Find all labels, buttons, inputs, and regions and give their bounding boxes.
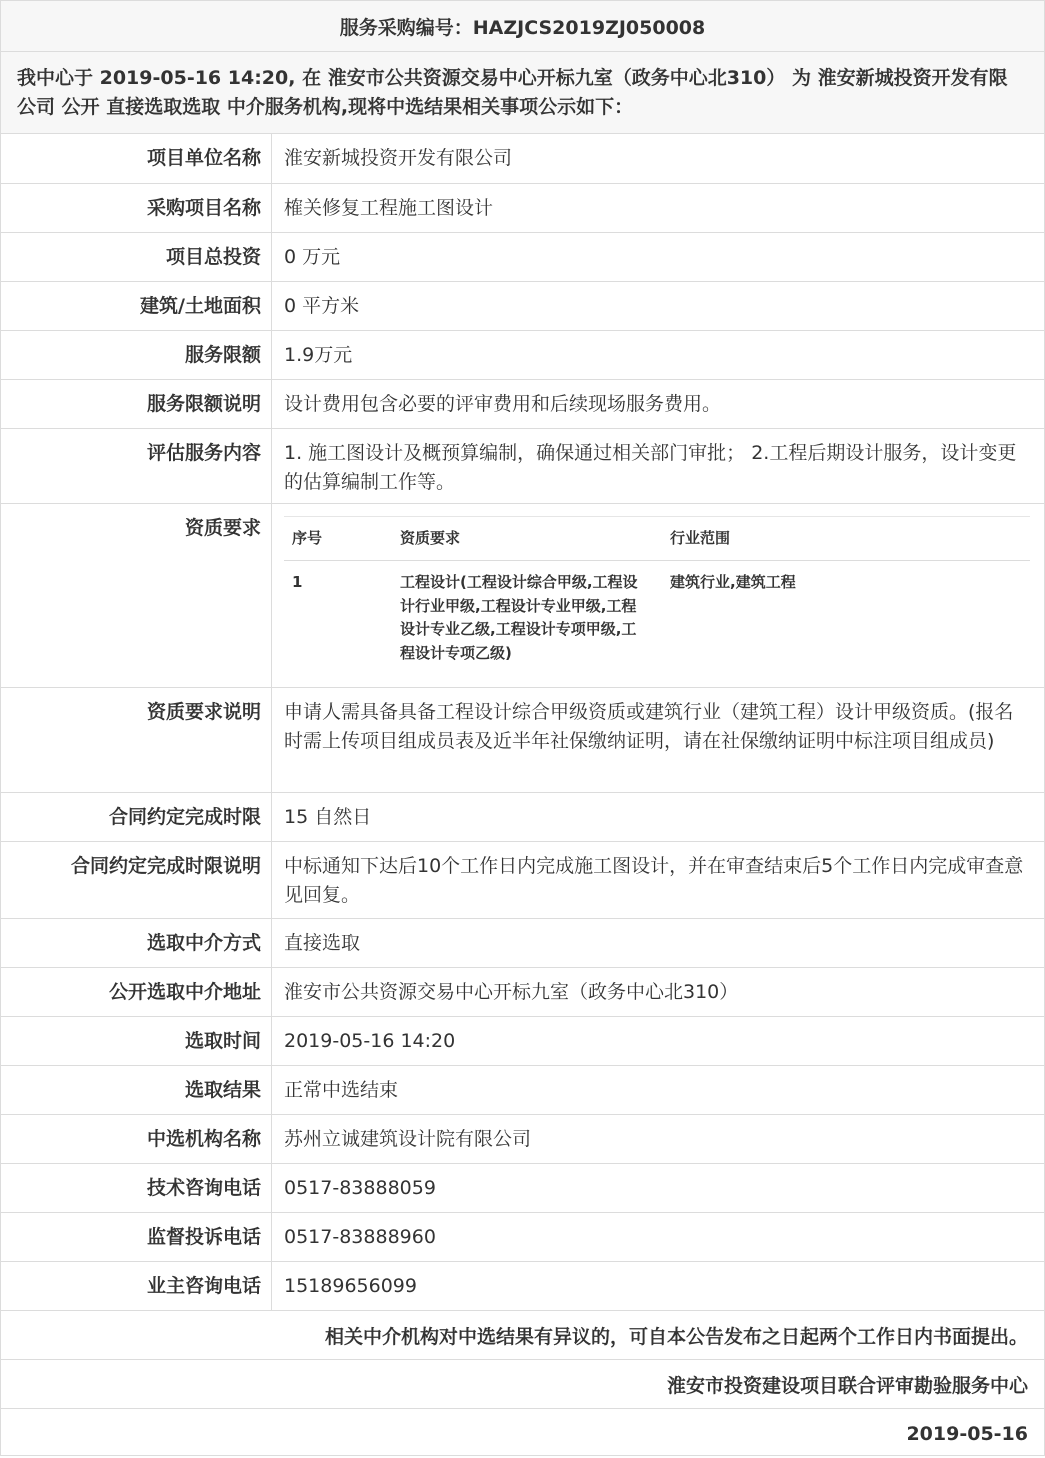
row-service-limit — [1, 331, 1044, 380]
row-winner — [1, 1115, 1044, 1164]
field-label: 监督投诉电话 — [1, 1213, 272, 1261]
field-label: 技术咨询电话 — [1, 1164, 272, 1212]
field-label: 选取时间 — [1, 1017, 272, 1065]
field-label: 建筑/土地面积 — [1, 282, 272, 330]
issuer-name: 淮安市投资建设项目联合评审勘验服务中心 — [1, 1360, 1044, 1409]
field-label: 合同约定完成时限说明 — [1, 842, 272, 918]
col-header-qualification: 资质要求 — [392, 517, 662, 561]
field-value: 淮安新城投资开发有限公司 — [284, 147, 513, 169]
field-label: 资质要求 — [1, 504, 272, 687]
field-value: 1. 施工图设计及概预算编制，确保通过相关部门审批； 2.工程后期设计服务，设计变更的估算编制工作等。 — [284, 442, 1017, 493]
qualification-cell — [272, 504, 1044, 687]
field-value: 正常中选结束 — [284, 1079, 399, 1101]
row-project-unit — [1, 134, 1044, 184]
field-value: 0 万元 — [284, 246, 341, 268]
field-label: 选取结果 — [1, 1066, 272, 1114]
row-selection-time — [1, 1017, 1044, 1066]
row-qualification-desc — [1, 688, 1044, 793]
row-tech-phone — [1, 1164, 1044, 1213]
row-qualification — [1, 504, 1044, 688]
field-label: 服务限额说明 — [1, 380, 272, 428]
qualification-table — [284, 516, 1030, 677]
row-total-investment — [1, 233, 1044, 282]
field-value: 淮安市公共资源交易中心开标九室（政务中心北310） — [284, 981, 739, 1003]
cell-index: 1 — [292, 573, 303, 591]
field-value: 2019-05-16 14:20 — [284, 1030, 456, 1052]
field-value: 申请人需具备具备工程设计综合甲级资质或建筑行业（建筑工程）设计甲级资质。(报名时需上传项目组成员表及近半年社保缴纳证明，请在社保缴纳证明中标注项目组成员) — [284, 701, 1014, 752]
field-label: 资质要求说明 — [1, 688, 272, 792]
col-header-industry: 行业范围 — [662, 517, 1030, 561]
objection-notice: 相关中介机构对中选结果有异议的，可自本公告发布之日起两个工作日内书面提出。 — [1, 1311, 1044, 1360]
row-deadline-desc — [1, 842, 1044, 919]
row-deadline — [1, 793, 1044, 842]
table-row — [284, 561, 1030, 678]
field-label: 采购项目名称 — [1, 184, 272, 232]
row-selection-method — [1, 919, 1044, 968]
issue-date: 2019-05-16 — [906, 1422, 1028, 1445]
row-owner-phone — [1, 1262, 1044, 1311]
qualification-table-header — [284, 517, 1030, 561]
announcement-intro: 我中心于 2019-05-16 14:20, 在 淮安市公共资源交易中心开标九室（政务中心北310） 为 淮安新城投资开发有限公司 公开 直接选取选取 中介服务机构,现将中选结果相关事项公示如下： — [1, 52, 1044, 134]
row-area — [1, 282, 1044, 331]
cell-qualification: 工程设计(工程设计综合甲级,工程设计行业甲级,工程设计专业甲级,工程设计专业乙级,工程设计专项甲级,工程设计专项乙级) — [400, 573, 638, 662]
field-value: 15189656099 — [284, 1275, 417, 1297]
cell-industry: 建筑行业,建筑工程 — [670, 573, 796, 591]
field-label: 项目单位名称 — [1, 134, 272, 183]
field-value: 0517-83888059 — [284, 1177, 436, 1199]
field-value: 0 平方米 — [284, 295, 360, 317]
row-service-content — [1, 429, 1044, 504]
col-header-index: 序号 — [284, 517, 392, 561]
field-label: 选取中介方式 — [1, 919, 272, 967]
procurement-number-title: 服务采购编号：HAZJCS2019ZJ050008 — [1, 1, 1044, 52]
field-label: 评估服务内容 — [1, 429, 272, 503]
row-selection-result — [1, 1066, 1044, 1115]
row-selection-address — [1, 968, 1044, 1017]
field-value: 0517-83888960 — [284, 1226, 436, 1248]
field-value: 榷关修复工程施工图设计 — [284, 197, 494, 219]
field-label: 公开选取中介地址 — [1, 968, 272, 1016]
field-value: 直接选取 — [284, 932, 361, 954]
field-value: 设计费用包含必要的评审费用和后续现场服务费用。 — [284, 393, 722, 415]
row-supervise-phone — [1, 1213, 1044, 1262]
row-service-limit-desc — [1, 380, 1044, 429]
field-label: 业主咨询电话 — [1, 1262, 272, 1310]
field-value: 苏州立诚建筑设计院有限公司 — [284, 1128, 532, 1150]
field-label: 中选机构名称 — [1, 1115, 272, 1163]
field-value: 中标通知下达后10个工作日内完成施工图设计，并在审查结束后5个工作日内完成审查意见回复。 — [284, 855, 1024, 906]
field-label: 项目总投资 — [1, 233, 272, 281]
field-label: 合同约定完成时限 — [1, 793, 272, 841]
row-project-name — [1, 184, 1044, 233]
field-label: 服务限额 — [1, 331, 272, 379]
field-value: 15 自然日 — [284, 806, 372, 828]
field-value: 1.9万元 — [284, 344, 353, 366]
